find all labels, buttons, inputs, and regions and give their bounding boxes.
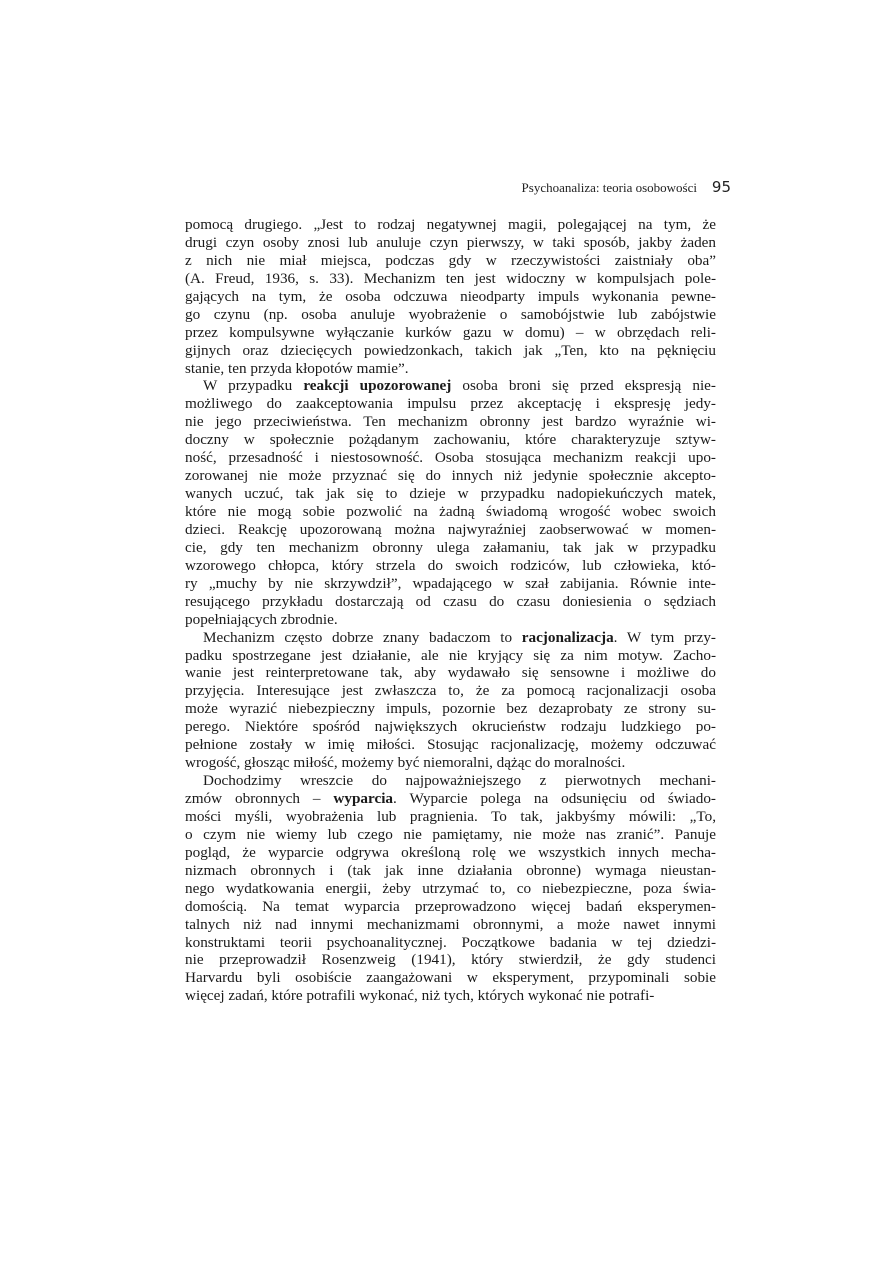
text-line bbox=[185, 718, 716, 736]
text-line bbox=[185, 306, 716, 324]
text-segment: nie przeprowadził Rosenzweig (1941), który stwierdził, że gdy studenci bbox=[185, 951, 716, 969]
text-line bbox=[185, 934, 716, 952]
bold-term: racjonalizacja bbox=[521, 628, 614, 646]
bold-term: reakcji upozorowanej bbox=[303, 377, 452, 395]
text-segment: pomocą drugiego. „Jest to rodzaj negatywnej magii, polegającej na tym, że bbox=[185, 216, 716, 233]
text-segment: nizmach obronnych i (tak jak inne działania obronne) wymaga nieustan- bbox=[185, 861, 716, 879]
text-line bbox=[185, 700, 716, 718]
page-number: 95 bbox=[711, 178, 731, 196]
text-segment: przyjęcia. Interesujące jest zwłaszcza to, że za pomocą racjonalizacji osoba bbox=[185, 682, 716, 700]
text-line bbox=[185, 772, 716, 790]
text-segment: więcej zadań, które potrafili wykonać, niż tych, których wykonać nie potrafi- bbox=[185, 987, 655, 1005]
page-header bbox=[185, 178, 731, 198]
text-segment: talnych niż nad innymi mechanizmami obronnymi, a może nawet innymi bbox=[185, 915, 716, 933]
text-segment: doczny w społecznie pożądanym zachowaniu, które charakteryzuje sztyw- bbox=[185, 431, 716, 449]
text-segment: padku spostrzegane jest działanie, ale nie kryjący się za nim motyw. Zacho- bbox=[185, 646, 716, 664]
text-segment: Harvardu byli osobiście zaangażowani w eksperyment, przypominali sobie bbox=[185, 969, 716, 987]
text-line bbox=[185, 969, 716, 987]
text-segment: z nich nie miał miejsca, podczas gdy w rzeczywistości zaistniały oba” bbox=[185, 251, 716, 269]
text-segment: gijnych oraz dziecięcych powiedzonkach, takich jak „Ten, kto na pęknięciu bbox=[185, 341, 716, 359]
text-segment: osoba broni się przed ekspresją nie- bbox=[451, 377, 716, 395]
text-segment: gających na tym, że osoba odczuwa nieodparty impuls wykonania pewne- bbox=[185, 287, 716, 305]
text-line bbox=[185, 342, 716, 360]
text-segment: go czynu (np. osoba anuluje wyobrażenie o samobójstwie lub zabójstwie bbox=[185, 305, 716, 323]
text-line bbox=[185, 593, 716, 611]
text-line bbox=[185, 539, 716, 557]
text-segment: ry „muchy by nie skrzywdził”, wpadającego w szał zabijania. Równie inte- bbox=[185, 574, 716, 592]
text-segment: które nie mogą sobie pozwolić na żadną świadomą wrogość wobec swoich bbox=[185, 503, 716, 520]
text-line bbox=[185, 916, 716, 934]
text-segment: o czym nie wiemy lub czego nie pamiętamy, nie może nas zranić”. Panuje bbox=[185, 825, 716, 843]
text-line bbox=[185, 844, 716, 862]
text-segment: pełnione zostały w imię miłości. Stosując racjonalizację, możemy odczuwać bbox=[185, 736, 716, 754]
text-line bbox=[185, 987, 716, 1005]
text-line bbox=[185, 754, 716, 772]
text-line bbox=[185, 736, 716, 754]
text-segment: wanych uczuć, tak jak się to dzieje w przypadku nadopiekuńczych matek, bbox=[185, 485, 716, 503]
text-line bbox=[185, 377, 716, 395]
text-segment: popełniających zbrodnie. bbox=[185, 610, 338, 628]
text-segment: możliwego do zaakceptowania impulsu przez akceptację i ekspresję jedy- bbox=[185, 395, 716, 413]
text-segment: stanie, ten przyda kłopotów mamie”. bbox=[185, 359, 409, 377]
text-segment: zmów obronnych – bbox=[185, 790, 334, 807]
bold-term: wyparcia bbox=[333, 790, 394, 807]
paragraph bbox=[185, 629, 716, 773]
text-segment: domością. Na temat wyparcia przeprowadzono więcej badań eksperymen- bbox=[185, 897, 716, 915]
text-line bbox=[185, 826, 716, 844]
text-line bbox=[185, 682, 716, 700]
text-line bbox=[185, 288, 716, 306]
text-segment: cie, gdy ten mechanizm obronny ulega załamaniu, tak jak w przypadku bbox=[185, 538, 716, 556]
text-line bbox=[185, 324, 716, 342]
text-line bbox=[185, 431, 716, 449]
text-segment: Dochodzimy wreszcie do najpoważniejszego z pierwotnych mechani- bbox=[203, 772, 716, 790]
text-segment: zorowanej nie może przyznać się do innych niż jedynie społecznie akcepto- bbox=[185, 467, 716, 485]
text-line bbox=[185, 629, 716, 647]
paragraph bbox=[185, 377, 716, 628]
body-text bbox=[185, 216, 716, 1005]
text-line bbox=[185, 898, 716, 916]
text-line bbox=[185, 485, 716, 503]
text-segment: nego wydatkowania energii, żeby utrzymać to, co niebezpieczne, poza świa- bbox=[185, 879, 716, 897]
text-line bbox=[185, 360, 716, 378]
text-segment: drugi czyn osoby znosi lub anuluje czyn pierwszy, w taki sposób, jakby żaden bbox=[185, 233, 716, 251]
text-segment: dzieci. Reakcję upozorowaną można najwyraźniej zaobserwować w momen- bbox=[185, 520, 716, 538]
text-line bbox=[185, 395, 716, 413]
text-line bbox=[185, 611, 716, 629]
text-segment: może wyrazić niebezpieczny impuls, pozornie bez dezaprobaty ze strony su- bbox=[185, 700, 716, 718]
text-line bbox=[185, 808, 716, 826]
text-segment: W przypadku bbox=[203, 377, 304, 395]
text-line bbox=[185, 790, 716, 808]
paragraph bbox=[185, 772, 716, 1005]
text-segment: pogląd, że wyparcie odgrywa określoną rolę we wszystkich innych mecha- bbox=[185, 843, 716, 861]
text-segment: konstruktami teorii psychoanalitycznej. Początkowe badania w tej dziedzi- bbox=[185, 933, 716, 951]
text-line bbox=[185, 951, 716, 969]
text-line bbox=[185, 270, 716, 288]
text-line bbox=[185, 521, 716, 539]
paragraph bbox=[185, 216, 716, 377]
text-segment: przez kompulsywne wyłączanie kurków gazu w domu) – w obrzędach reli- bbox=[185, 323, 716, 341]
text-segment: wrogość, głosząc miłość, możemy być niemoralni, dążąc do moralności. bbox=[185, 754, 626, 772]
text-segment: . W tym przy- bbox=[613, 628, 716, 646]
text-segment: ność, przesadność i niestosowność. Osoba stosująca mechanizm reakcji upo- bbox=[185, 449, 716, 467]
text-line bbox=[185, 557, 716, 575]
text-line bbox=[185, 467, 716, 485]
running-title: Psychoanaliza: teoria osobowości bbox=[521, 180, 697, 195]
text-segment: wanie jest reinterpretowane tak, aby wydawało się sensowne i możliwe do bbox=[185, 664, 716, 682]
text-segment: . Wyparcie polega na odsunięciu od świado- bbox=[393, 790, 716, 807]
text-segment: wzorowego chłopca, który strzela do swoich rodziców, lub człowieka, któ- bbox=[185, 556, 716, 574]
text-segment: resującego przykładu dostarczają od czasu do czasu doniesienia o sędziach bbox=[185, 592, 716, 610]
text-line bbox=[185, 647, 716, 665]
text-segment: Mechanizm często dobrze znany badaczom to bbox=[203, 628, 522, 646]
text-line bbox=[185, 880, 716, 898]
text-line bbox=[185, 575, 716, 593]
text-line bbox=[185, 413, 716, 431]
text-segment: mości myśli, wyobrażenia lub pragnienia. To tak, jakbyśmy mówili: „To, bbox=[185, 807, 716, 825]
text-line bbox=[185, 252, 716, 270]
text-line bbox=[185, 664, 716, 682]
text-segment: (A. Freud, 1936, s. 33). Mechanizm ten jest widoczny w kompulsjach pole- bbox=[185, 269, 716, 287]
text-segment: nie jego przeciwieństwa. Ten mechanizm obronny jest bardzo wyraźnie wi- bbox=[185, 413, 716, 431]
text-segment: perego. Niektóre spośród największych okrucieństw rodzaju ludzkiego po- bbox=[185, 718, 716, 736]
text-line bbox=[185, 234, 716, 252]
text-line bbox=[185, 862, 716, 880]
text-line bbox=[185, 216, 716, 234]
text-line bbox=[185, 449, 716, 467]
text-line bbox=[185, 503, 716, 521]
